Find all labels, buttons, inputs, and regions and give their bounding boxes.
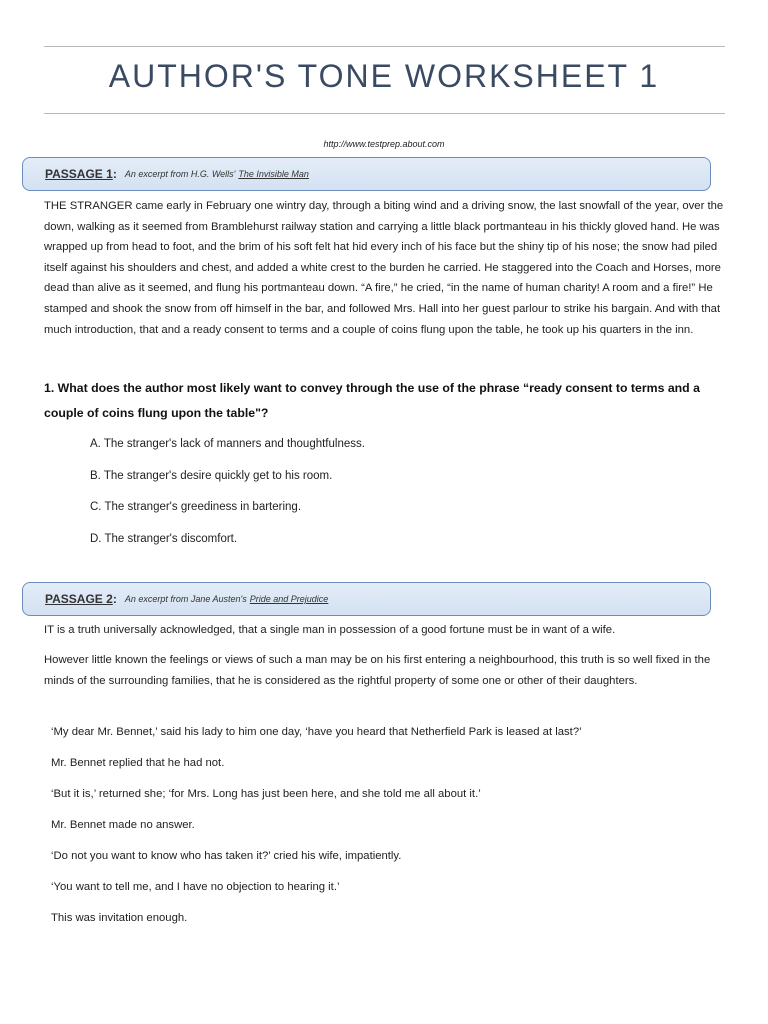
- passage-2-line-8: ‘You want to tell me, and I have no objection to hearing it.’: [51, 881, 340, 893]
- passage-1-desc: An excerpt from H.G. Wells': [124, 169, 236, 179]
- passage-2-line-4: Mr. Bennet replied that he had not.: [51, 757, 225, 769]
- passage-1-text: THE STRANGER came early in February one wintry day, through a biting wind and a driving snow, the last snowfall of the year, over the down, walking as it seemed from Bramblehurst railway station and carrying a little black portmanteau in his thickly gloved hand. He was wrapped up from head to foot, and the brim of his soft felt hat hid every inch of his face but the shiny tip of his nose; the snow had piled itself against his shoulders and chest, and added a white crest to the burden he carried. He staggered into the Coach and Horses, more dead than alive as it seemed, and flung his portmanteau down. “A fire,” he cried, “in the name of human charity! A room and a fire!” He stamped and shook the snow from off himself in the bar, and followed Mrs. Hall into her guest parlour to strike his bargain. And with that much introduction, that and a ready consent to terms and a couple of coins flung upon the table, he took up his quarters in the inn.: [44, 200, 724, 336]
- option-a[interactable]: A. The stranger's lack of manners and thoughtfulness.: [90, 438, 365, 450]
- passage-2-line-1: IT is a truth universally acknowledged, that a single man in possession of a good fortune must be in want of a wife.: [44, 624, 616, 636]
- page-title: AUTHOR'S TONE WORKSHEET 1: [108, 58, 660, 94]
- bottom-rule: [44, 113, 725, 114]
- passage-1-label: PASSAGE 1: [45, 167, 113, 181]
- source-url[interactable]: http://www.testprep.about.com: [323, 139, 445, 149]
- option-c[interactable]: C. The stranger's greediness in bartering.: [90, 501, 302, 513]
- passage-2-line-3: ‘My dear Mr. Bennet,’ said his lady to him one day, ‘have you heard that Netherfield Park is leased at last?’: [51, 726, 582, 738]
- passage-2-line-7: ‘Do not you want to know who has taken it?’ cried his wife, impatiently.: [51, 850, 402, 862]
- top-rule: [44, 46, 725, 47]
- passage-2-header: PASSAGE 2 : An excerpt from Jane Austen's Pride and Prejudice: [22, 582, 711, 616]
- passage-2-work: Pride and Prejudice: [249, 594, 329, 604]
- passage-2-label: PASSAGE 2: [45, 592, 113, 606]
- passage-2-line-2: However little known the feelings or views of such a man may be on his first entering a neighbourhood, this truth is so well fixed in the minds of the surrounding families, that he is considered as the rightful property of some one or other of their daughters.: [44, 654, 711, 687]
- passage-2-line-5: ‘But it is,’ returned she; ‘for Mrs. Long has just been here, and she told me all about it.’: [51, 788, 481, 800]
- option-d[interactable]: D. The stranger's discomfort.: [90, 533, 238, 545]
- passage-2-desc: An excerpt from Jane Austen's: [124, 594, 247, 604]
- option-b[interactable]: B. The stranger's desire quickly get to his room.: [90, 470, 333, 482]
- passage-1-work: The Invisible Man: [238, 169, 309, 179]
- question-1: 1. What does the author most likely want to convey through the use of the phrase “ready consent to terms and a couple of coins flung upon the table"?: [44, 381, 700, 420]
- passage-2-line-9: This was invitation enough.: [51, 912, 188, 924]
- passage-2-line-6: Mr. Bennet made no answer.: [51, 819, 195, 831]
- passage-1-header: PASSAGE 1 : An excerpt from H.G. Wells' The Invisible Man: [22, 157, 711, 191]
